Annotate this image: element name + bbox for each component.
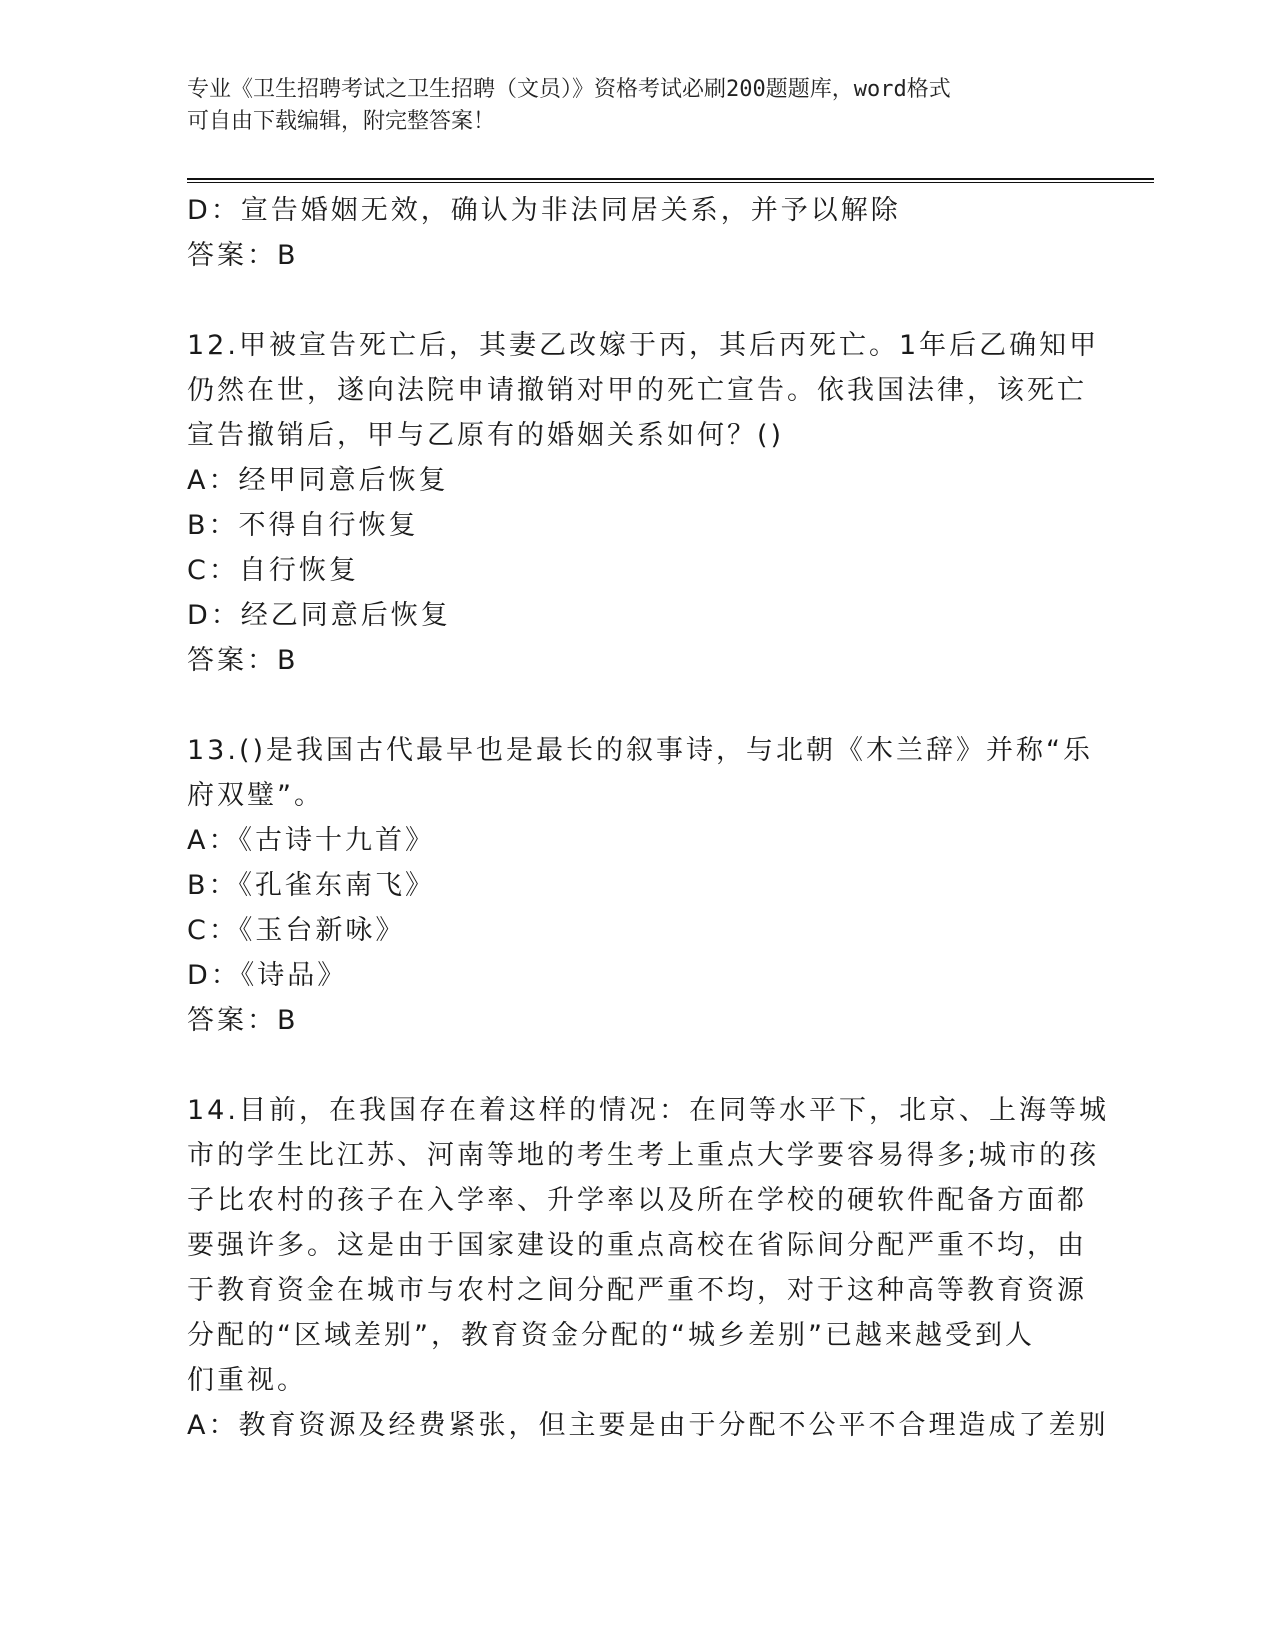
spacer <box>187 1043 1087 1088</box>
question-14-line-6: 分配的“区域差别”，教育资金分配的“城乡差别”已越来越受到人 <box>187 1320 1035 1351</box>
carryover-option-d: D：宣告婚姻无效，确认为非法同居关系，并予以解除 <box>187 195 901 226</box>
question-12-option-b: B：不得自行恢复 <box>187 510 419 541</box>
question-13-option-c: C：《玉台新咏》 <box>187 915 406 946</box>
question-12-option-a: A：经甲同意后恢复 <box>187 465 449 496</box>
document-body <box>187 188 1109 1448</box>
header-title-line-2: 可自由下载编辑，附完整答案！ <box>187 109 496 134</box>
question-13-option-b: B：《孔雀东南飞》 <box>187 870 436 901</box>
carryover-answer: 答案：B <box>187 240 299 271</box>
spacer <box>187 683 1087 728</box>
question-12-line-2: 仍然在世，遂向法院申请撤销对甲的死亡宣告。依我国法律，该死亡 <box>187 375 1087 406</box>
question-14-option-a: A：教育资源及经费紧张，但主要是由于分配不公平不合理造成了差别 <box>187 1410 1109 1441</box>
question-12-option-d: D：经乙同意后恢复 <box>187 600 451 631</box>
question-12-answer: 答案：B <box>187 645 299 676</box>
question-13-option-a: A：《古诗十九首》 <box>187 825 435 856</box>
question-14-line-5: 于教育资金在城市与农村之间分配严重不均，对于这种高等教育资源 <box>187 1275 1087 1306</box>
header-title-line-1: 专业《卫生招聘考试之卫生招聘（文员）》资格考试必刷200题题库，word格式 <box>187 77 951 102</box>
spacer <box>187 278 1087 323</box>
question-14-line-3: 子比农村的孩子在入学率、升学率以及所在学校的硬软件配备方面都 <box>187 1185 1087 1216</box>
question-12-option-c: C：自行恢复 <box>187 555 359 586</box>
question-14-line-2: 市的学生比江苏、河南等地的考生考上重点大学要容易得多;城市的孩 <box>187 1140 1100 1171</box>
question-14-line-7: 们重视。 <box>187 1365 307 1396</box>
question-12-line-3: 宣告撤销后，甲与乙原有的婚姻关系如何？() <box>187 420 785 451</box>
question-13-line-2: 府双璧”。 <box>187 780 324 811</box>
page-header <box>187 74 1087 138</box>
question-12-line-1: 12.甲被宣告死亡后，其妻乙改嫁于丙，其后丙死亡。1年后乙确知甲 <box>187 330 1100 361</box>
question-14-line-4: 要强许多。这是由于国家建设的重点高校在省际间分配严重不均，由 <box>187 1230 1087 1261</box>
question-14 <box>187 1088 1109 1448</box>
question-13-answer: 答案：B <box>187 1005 299 1036</box>
question-12 <box>187 323 1100 683</box>
question-13 <box>187 728 1093 1043</box>
question-13-option-d: D：《诗品》 <box>187 960 348 991</box>
header-divider <box>187 178 1154 183</box>
question-14-line-1: 14.目前，在我国存在着这样的情况：在同等水平下，北京、上海等城 <box>187 1095 1109 1126</box>
question-13-line-1: 13.()是我国古代最早也是最长的叙事诗，与北朝《木兰辞》并称“乐 <box>187 735 1093 766</box>
